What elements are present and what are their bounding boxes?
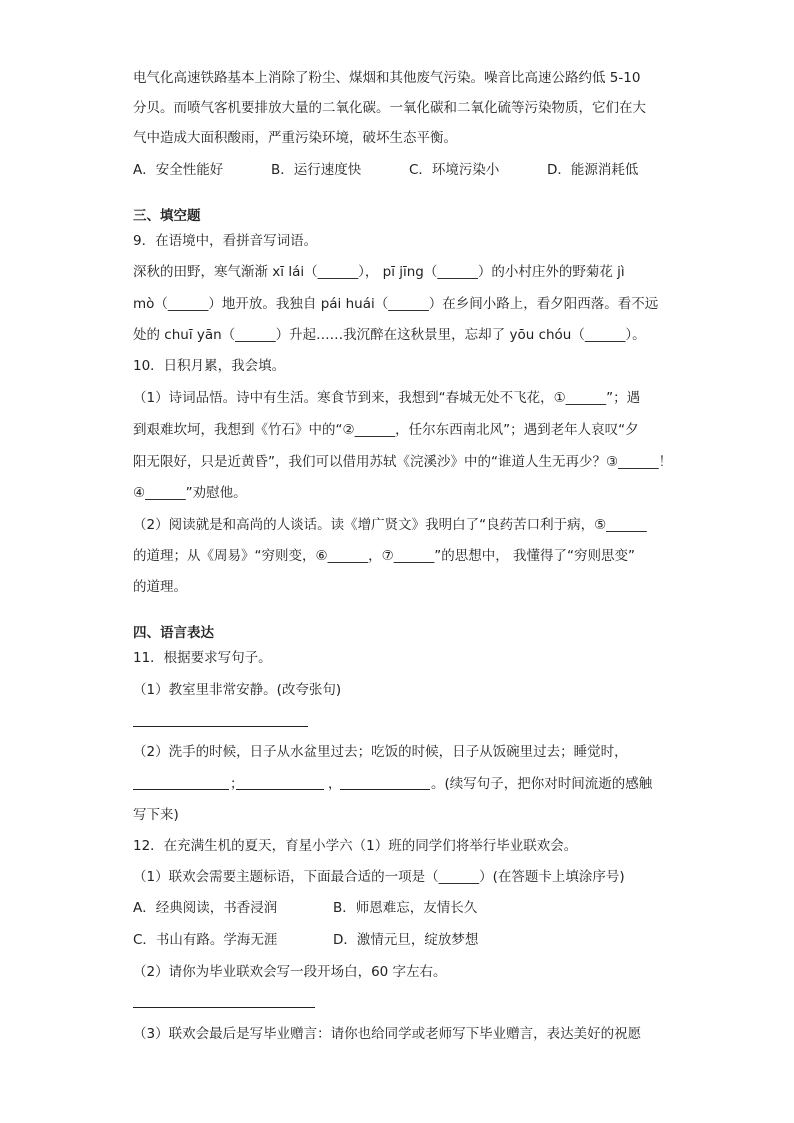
q8-option-d[interactable]: D．能源消耗低 xyxy=(547,162,639,178)
separator: ， xyxy=(328,776,342,792)
q11-instruction: 。(续写句子，把你对时间流逝的感触 xyxy=(431,776,653,792)
q11-part1: （1）教室里非常安静。(改夸张句) xyxy=(133,682,342,698)
q12-stem: 12．在充满生机的夏天，育星小学六（1）班的同学们将举行毕业联欢会。 xyxy=(133,838,578,854)
q11-stem: 11．根据要求写句子。 xyxy=(133,650,272,666)
q10-line[interactable]: 阳无限好，只是近黄昏”，我们可以借用苏轼《浣溪沙》中的“谁道人生无再少？③______！ xyxy=(133,454,673,470)
passage-line: 气中造成大面积酸雨，严重污染环境，破坏生态平衡。 xyxy=(133,130,457,146)
q12-part1[interactable]: （1）联欢会需要主题标语，下面最合适的一项是（______）(在答题卡上填涂序号) xyxy=(133,869,625,885)
q12-part2: （2）请你为毕业联欢会写一段开场白，60 字左右。 xyxy=(133,964,447,980)
answer-line[interactable] xyxy=(133,726,308,727)
q12-option-b[interactable]: B．师恩难忘，友情长久 xyxy=(333,900,478,916)
answer-line[interactable] xyxy=(133,789,229,790)
answer-line[interactable] xyxy=(236,789,324,790)
section-heading: 三、填空题 xyxy=(133,208,201,224)
q8-option-c[interactable]: C．环境污染小 xyxy=(409,162,500,178)
q9-line[interactable]: 处的 chuī yān（______）升起……我沉醉在这秋景里，忘却了 yōu chóu（______）。 xyxy=(133,327,646,343)
q12-option-a[interactable]: A．经典阅读，书香浸润 xyxy=(133,900,278,916)
q12-option-d[interactable]: D．激情元旦，绽放梦想 xyxy=(333,932,479,948)
passage-line: 分贝。而喷气客机要排放大量的二氧化碳。一氧化碳和二氧化硫等污染物质，它们在大 xyxy=(133,100,646,116)
q10-line[interactable]: （1）诗词品悟。诗中有生活。寒食节到来，我想到“春城无处不飞花，①______”；遇 xyxy=(133,390,641,406)
passage-line: 电气化高速铁路基本上消除了粉尘、煤烟和其他废气污染。噪音比高速公路约低 5-10 xyxy=(133,70,641,86)
q9-line[interactable]: mò（______）地开放。我独自 pái huái（______）在乡间小路上，看夕阳西落。看不远 xyxy=(133,296,659,312)
q11-instruction: 写下来) xyxy=(133,807,179,823)
section-heading: 四、语言表达 xyxy=(133,625,214,641)
q12-option-c[interactable]: C．书山有路。学海无涯 xyxy=(133,932,278,948)
q9-line[interactable]: 深秋的田野，寒气渐渐 xī lái（______）， pī jīng（______）的小村庄外的野菊花 jì xyxy=(133,264,625,280)
q10-line[interactable]: 到艰难坎坷，我想到《竹石》中的“②______，任尔东西南北风”；遇到老年人哀叹“夕 xyxy=(133,422,639,438)
separator: ； xyxy=(230,776,244,792)
q10-line[interactable]: 的道理；从《周易》“穷则变，⑥______，⑦______”的思想中， 我懂得了“穷则思变” xyxy=(133,548,635,564)
q10-line: 的道理。 xyxy=(133,579,187,595)
q8-option-a[interactable]: A．安全性能好 xyxy=(133,162,224,178)
q8-option-b[interactable]: B．运行速度快 xyxy=(271,162,362,178)
q10-line[interactable]: （2）阅读就是和高尚的人谈话。读《增广贤文》我明白了“良药苦口利于病，⑤______ xyxy=(133,517,647,533)
q10-stem: 10．日积月累，我会填。 xyxy=(133,358,286,374)
q12-part3: （3）联欢会最后是写毕业赠言：请你也给同学或老师写下毕业赠言，表达美好的祝愿 xyxy=(133,1026,642,1042)
answer-line[interactable] xyxy=(133,1007,315,1008)
answer-line[interactable] xyxy=(340,789,430,790)
q10-line[interactable]: ④______”劝慰他。 xyxy=(133,485,247,501)
q9-stem: 9．在语境中，看拼音写词语。 xyxy=(133,233,318,249)
q11-part2: （2）洗手的时候，日子从水盆里过去；吃饭的时候，日子从饭碗里过去；睡觉时， xyxy=(133,744,628,760)
